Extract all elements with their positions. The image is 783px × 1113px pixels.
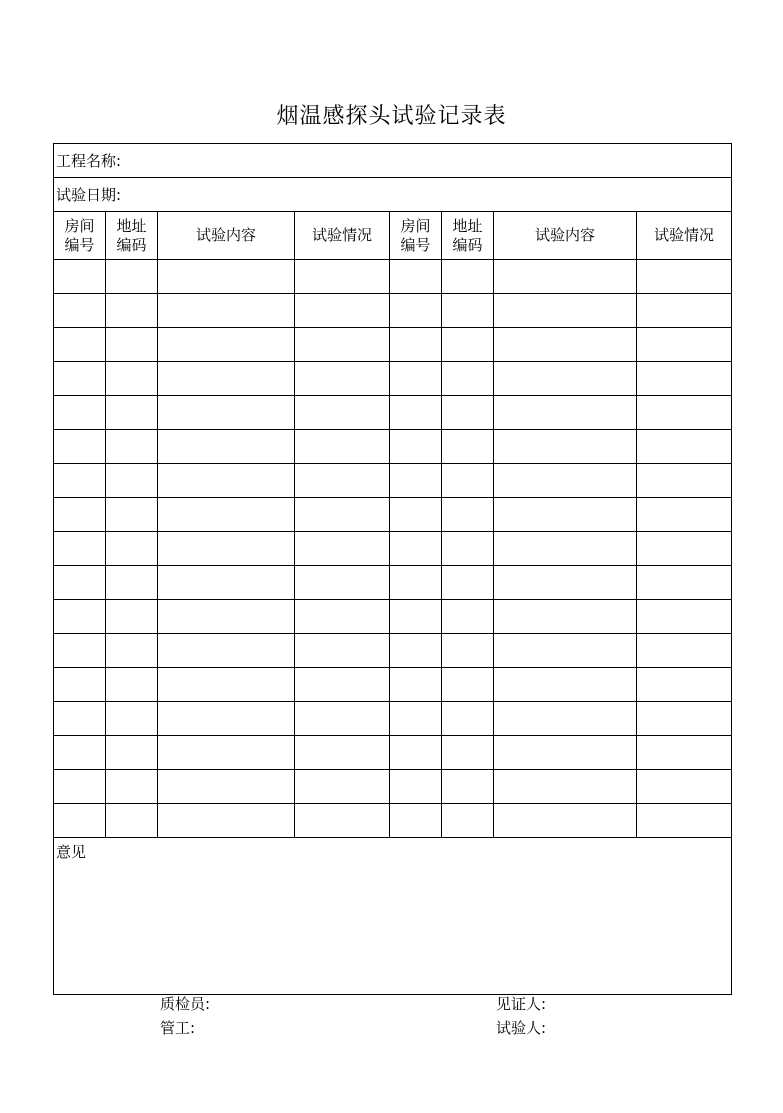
- table-cell[interactable]: [54, 532, 106, 566]
- table-row: [54, 804, 732, 838]
- table-cell[interactable]: [390, 770, 442, 804]
- table-cell[interactable]: [390, 294, 442, 328]
- table-cell[interactable]: [390, 702, 442, 736]
- table-cell[interactable]: [158, 498, 295, 532]
- table-cell[interactable]: [494, 668, 637, 702]
- table-cell[interactable]: [390, 566, 442, 600]
- tester-label: 试验人:: [496, 1019, 547, 1037]
- project-name-label: 工程名称:: [56, 152, 122, 170]
- table-cell[interactable]: [494, 260, 637, 294]
- table-row: [54, 464, 732, 498]
- table-cell[interactable]: [637, 328, 732, 362]
- test-date-label: 试验日期:: [56, 186, 122, 204]
- table-cell[interactable]: [442, 566, 494, 600]
- table-cell[interactable]: [442, 362, 494, 396]
- table-cell[interactable]: [442, 702, 494, 736]
- table-cell[interactable]: [637, 702, 732, 736]
- witness-label: 见证人:: [496, 995, 547, 1013]
- table-cell[interactable]: [390, 362, 442, 396]
- table-cell[interactable]: [106, 294, 158, 328]
- table-row: [54, 532, 732, 566]
- table-cell[interactable]: [295, 396, 390, 430]
- table-cell[interactable]: [390, 396, 442, 430]
- table-cell[interactable]: [637, 294, 732, 328]
- table-cell[interactable]: [158, 770, 295, 804]
- table-cell[interactable]: [295, 362, 390, 396]
- remarks-row: [54, 838, 732, 995]
- table-row: [54, 260, 732, 294]
- table-cell[interactable]: [158, 566, 295, 600]
- table-cell[interactable]: [106, 260, 158, 294]
- table-cell[interactable]: [442, 532, 494, 566]
- project-name-row: [54, 144, 732, 178]
- table-cell[interactable]: [158, 668, 295, 702]
- table-cell[interactable]: [390, 634, 442, 668]
- table-cell[interactable]: [637, 260, 732, 294]
- table-cell[interactable]: [637, 600, 732, 634]
- table-cell[interactable]: [295, 736, 390, 770]
- table-cell[interactable]: [390, 668, 442, 702]
- table-row: [54, 498, 732, 532]
- table-cell[interactable]: [106, 770, 158, 804]
- table-cell[interactable]: [295, 804, 390, 838]
- table-cell[interactable]: [54, 804, 106, 838]
- table-cell[interactable]: [295, 260, 390, 294]
- table-cell[interactable]: [106, 668, 158, 702]
- table-cell[interactable]: [295, 532, 390, 566]
- table-cell[interactable]: [54, 702, 106, 736]
- test-date-field[interactable]: [54, 178, 732, 212]
- header-test-content: 试验内容: [158, 212, 295, 260]
- table-row: [54, 736, 732, 770]
- table-cell[interactable]: [442, 736, 494, 770]
- table-cell[interactable]: [54, 668, 106, 702]
- table-cell[interactable]: [106, 498, 158, 532]
- table-cell[interactable]: [295, 566, 390, 600]
- table-cell[interactable]: [637, 464, 732, 498]
- table-row: [54, 668, 732, 702]
- table-cell[interactable]: [158, 804, 295, 838]
- project-name-field[interactable]: [54, 144, 732, 178]
- remarks-field[interactable]: [54, 838, 732, 995]
- table-cell[interactable]: [295, 634, 390, 668]
- table-cell[interactable]: [106, 804, 158, 838]
- table-cell[interactable]: [158, 294, 295, 328]
- table-cell[interactable]: [54, 362, 106, 396]
- foreman-label: 管工:: [160, 1019, 196, 1037]
- column-header-row: [54, 212, 732, 260]
- table-row: [54, 328, 732, 362]
- table-cell[interactable]: [106, 362, 158, 396]
- table-cell[interactable]: [637, 362, 732, 396]
- table-cell[interactable]: [637, 804, 732, 838]
- table-cell[interactable]: [494, 396, 637, 430]
- table-cell[interactable]: [637, 770, 732, 804]
- table-cell[interactable]: [637, 736, 732, 770]
- table-cell[interactable]: [494, 770, 637, 804]
- table-cell[interactable]: [494, 804, 637, 838]
- table-row: [54, 770, 732, 804]
- table-cell[interactable]: [442, 396, 494, 430]
- table-cell[interactable]: [158, 260, 295, 294]
- table-cell[interactable]: [106, 328, 158, 362]
- table-cell[interactable]: [494, 600, 637, 634]
- table-cell[interactable]: [494, 498, 637, 532]
- header-room-number: 房间 编号: [54, 212, 106, 260]
- table-cell[interactable]: [390, 498, 442, 532]
- table-cell[interactable]: [106, 702, 158, 736]
- table-cell[interactable]: [158, 600, 295, 634]
- test-date-row: [54, 178, 732, 212]
- table-cell[interactable]: [442, 294, 494, 328]
- table-row: [54, 430, 732, 464]
- header-test-result: 试验情况: [295, 212, 390, 260]
- table-cell[interactable]: [442, 634, 494, 668]
- table-row: [54, 294, 732, 328]
- table-cell[interactable]: [106, 396, 158, 430]
- table-cell[interactable]: [54, 430, 106, 464]
- table-cell[interactable]: [442, 668, 494, 702]
- table-cell[interactable]: [158, 430, 295, 464]
- table-cell[interactable]: [106, 430, 158, 464]
- table-cell[interactable]: [54, 260, 106, 294]
- table-cell[interactable]: [158, 702, 295, 736]
- table-cell[interactable]: [295, 668, 390, 702]
- table-cell[interactable]: [54, 294, 106, 328]
- table-row: [54, 600, 732, 634]
- table-cell[interactable]: [295, 294, 390, 328]
- table-cell[interactable]: [494, 566, 637, 600]
- header-test-content-2: 试验内容: [494, 212, 637, 260]
- table-cell[interactable]: [390, 532, 442, 566]
- table-cell[interactable]: [158, 464, 295, 498]
- table-cell[interactable]: [295, 702, 390, 736]
- table-cell[interactable]: [637, 634, 732, 668]
- table-cell[interactable]: [442, 770, 494, 804]
- table-cell[interactable]: [442, 498, 494, 532]
- table-cell[interactable]: [106, 566, 158, 600]
- test-record-table: [53, 143, 732, 995]
- table-cell[interactable]: [494, 736, 637, 770]
- table-cell[interactable]: [390, 464, 442, 498]
- table-cell[interactable]: [494, 362, 637, 396]
- table-cell[interactable]: [54, 328, 106, 362]
- form-title: 烟温感探头试验记录表: [276, 104, 507, 129]
- table-cell[interactable]: [494, 634, 637, 668]
- table-cell[interactable]: [442, 260, 494, 294]
- table-cell[interactable]: [390, 600, 442, 634]
- table-cell[interactable]: [54, 600, 106, 634]
- table-cell[interactable]: [295, 430, 390, 464]
- header-test-result-2: 试验情况: [637, 212, 732, 260]
- table-cell[interactable]: [637, 498, 732, 532]
- table-cell[interactable]: [637, 566, 732, 600]
- table-cell[interactable]: [390, 736, 442, 770]
- table-cell[interactable]: [106, 532, 158, 566]
- table-cell[interactable]: [295, 464, 390, 498]
- table-cell[interactable]: [494, 532, 637, 566]
- table-cell[interactable]: [106, 736, 158, 770]
- table-cell[interactable]: [390, 430, 442, 464]
- table-cell[interactable]: [494, 294, 637, 328]
- table-cell[interactable]: [637, 532, 732, 566]
- table-cell[interactable]: [295, 770, 390, 804]
- table-cell[interactable]: [637, 396, 732, 430]
- table-cell[interactable]: [442, 600, 494, 634]
- table-cell[interactable]: [295, 328, 390, 362]
- header-room-number-2: 房间 编号: [390, 212, 442, 260]
- table-cell[interactable]: [442, 804, 494, 838]
- remarks-label: 意见: [56, 843, 87, 861]
- table-cell[interactable]: [54, 770, 106, 804]
- table-row: [54, 362, 732, 396]
- table-cell[interactable]: [106, 634, 158, 668]
- table-cell[interactable]: [442, 430, 494, 464]
- table-cell[interactable]: [442, 328, 494, 362]
- table-cell[interactable]: [494, 430, 637, 464]
- table-row: [54, 396, 732, 430]
- table-cell[interactable]: [158, 532, 295, 566]
- table-cell[interactable]: [637, 430, 732, 464]
- header-address-code: 地址 编码: [106, 212, 158, 260]
- table-cell[interactable]: [106, 600, 158, 634]
- header-address-code-2: 地址 编码: [442, 212, 494, 260]
- table-cell[interactable]: [390, 804, 442, 838]
- table-cell[interactable]: [54, 736, 106, 770]
- table-cell[interactable]: [54, 396, 106, 430]
- table-row: [54, 566, 732, 600]
- table-row: [54, 634, 732, 668]
- table-cell[interactable]: [54, 464, 106, 498]
- table-cell[interactable]: [106, 464, 158, 498]
- table-cell[interactable]: [54, 566, 106, 600]
- table-cell[interactable]: [158, 396, 295, 430]
- table-cell[interactable]: [390, 260, 442, 294]
- table-cell[interactable]: [158, 362, 295, 396]
- table-cell[interactable]: [442, 464, 494, 498]
- table-cell[interactable]: [637, 668, 732, 702]
- table-cell[interactable]: [494, 464, 637, 498]
- table-cell[interactable]: [158, 634, 295, 668]
- table-cell[interactable]: [158, 736, 295, 770]
- table-cell[interactable]: [390, 328, 442, 362]
- table-cell[interactable]: [494, 328, 637, 362]
- table-cell[interactable]: [158, 328, 295, 362]
- table-cell[interactable]: [295, 498, 390, 532]
- table-cell[interactable]: [54, 634, 106, 668]
- table-cell[interactable]: [54, 498, 106, 532]
- quality-inspector-label: 质检员:: [160, 995, 211, 1013]
- table-row: [54, 702, 732, 736]
- table-cell[interactable]: [494, 702, 637, 736]
- table-cell[interactable]: [295, 600, 390, 634]
